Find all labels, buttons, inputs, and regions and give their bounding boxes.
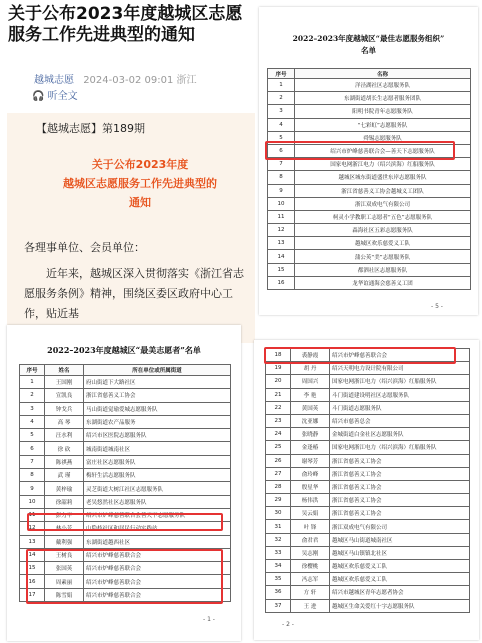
table-cell: 陈祺燕: [45, 455, 84, 468]
table-cell: 浙江省慈善义工协会: [330, 494, 470, 507]
table-cell: 国家电网浙江电力（绍兴滨海）红船服务队: [295, 158, 471, 171]
table-cell: 7: [268, 158, 295, 171]
table-cell: 灵芝街道大树江社区志愿服务队: [84, 482, 231, 495]
table-cell: 蒲公英“美”志愿服务队: [295, 250, 471, 263]
table-cell: 俞君君: [291, 533, 330, 546]
table-cell: 王国刚: [45, 376, 84, 389]
table-cell: 谢琴芳: [291, 454, 330, 467]
page-number: - 1 -: [203, 616, 215, 623]
person-doc-title: 2022–2023年度越城区“最美志愿者”名单: [47, 345, 201, 355]
table-cell: 东湖街道农产品服务: [84, 415, 231, 428]
table-cell: 富庄社区志愿服务队: [84, 455, 231, 468]
table-cell: 马山街道觉瑜爱城志愿服务队: [84, 402, 231, 415]
table-row: [268, 263, 471, 276]
table-cell: 斗门街道志愿服务队: [330, 401, 470, 414]
table-cell: 越城区生命关爱红十字志愿服务队: [330, 599, 470, 612]
table-row: [268, 210, 471, 223]
table-cell: 31: [266, 520, 291, 533]
table-cell: 森海社区五彩志愿服务队: [295, 224, 471, 237]
table-cell: 25: [266, 441, 291, 454]
table-cell: 府山街道下大路社区: [84, 376, 231, 389]
table-cell: 俞玲峰: [291, 467, 330, 480]
table-cell: 钟戈兵: [45, 402, 84, 415]
table-row: [20, 429, 231, 442]
table-row: [266, 560, 470, 573]
table-cell: 34: [266, 560, 291, 573]
table-cell: 绍兴市炉峰慈善联合会: [84, 588, 231, 601]
org-doc-title: 2022–2023年度越城区“最佳志愿服务组织”: [292, 34, 445, 43]
table-cell: 裘静霞: [291, 349, 330, 362]
table-cell: 殷星华: [291, 480, 330, 493]
table-cell: 29: [266, 494, 291, 507]
table-cell: 4: [20, 415, 45, 428]
col-header: 姓名: [45, 365, 84, 376]
table-cell: 15: [20, 562, 45, 575]
table-cell: 冯志军: [291, 573, 330, 586]
table-row: [20, 469, 231, 482]
table-cell: 27: [266, 467, 291, 480]
table-cell: 东湖街道越西社区: [84, 535, 231, 548]
table-row: [266, 375, 470, 388]
table-row: [268, 276, 471, 289]
table-cell: 37: [266, 599, 291, 612]
table-cell: 1: [20, 376, 45, 389]
org-doc-title-2: 名单: [361, 46, 376, 55]
table-row: [266, 441, 470, 454]
highlight-box: [26, 549, 223, 604]
table-cell: 35: [266, 573, 291, 586]
table-cell: 国家电网浙江电力（绍兴滨海）红船服务队: [330, 375, 470, 388]
table-cell: 王树良: [45, 548, 84, 561]
table-cell: 绍兴市区医院志愿服务队: [84, 429, 231, 442]
table-cell: 8: [268, 171, 295, 184]
table-cell: 国家电网浙江电力（绍兴滨海）红船服务队: [330, 441, 470, 454]
table-cell: 21: [266, 388, 291, 401]
table-row: [266, 520, 470, 533]
table-cell: 36: [266, 586, 291, 599]
table-row: [20, 495, 231, 508]
table-cell: 17: [20, 588, 45, 601]
highlight-box: [265, 141, 455, 160]
table-row: [266, 573, 470, 586]
table-cell: 越城区马山街道城南社区: [330, 533, 470, 546]
page-number: - 5 -: [431, 303, 443, 310]
table-cell: 10: [20, 495, 45, 508]
body-paragraph: 近年来，越城区深入贯彻落实《浙江省志愿服务条例》精神，围绕区委区政府中心工作，贴近基: [24, 267, 244, 320]
table-cell: 30: [266, 507, 291, 520]
table-cell: 11: [268, 210, 295, 223]
table-cell: 戴利强: [45, 535, 84, 548]
table-cell: 浙江省慈善义工协会: [84, 389, 231, 402]
table-cell: 胡 丹: [291, 362, 330, 375]
table-row: [268, 250, 471, 263]
table-cell: 浙江省慈善义工协会越城义工团队: [295, 184, 471, 197]
table-cell: 14: [20, 548, 45, 561]
person-list-document-2: [254, 340, 479, 640]
table-cell: 斗门街道建设明社区志愿服务队: [330, 388, 470, 401]
table-row: [266, 428, 470, 441]
table-row: [266, 467, 470, 480]
table-cell: 舜锡志愿服务队: [295, 131, 471, 144]
table-cell: 王 进: [291, 599, 330, 612]
account-name[interactable]: 越城志愿: [34, 75, 74, 86]
table-cell: 绍兴市慈善总会: [330, 414, 470, 427]
table-cell: 5: [20, 429, 45, 442]
table-row: [266, 599, 470, 612]
table-cell: 张晓静: [291, 428, 330, 441]
table-cell: 浙江省慈善义工协会: [330, 454, 470, 467]
table-cell: 越城区城东街道盛世东岸志愿服务队: [295, 171, 471, 184]
table-cell: 黄梓瑜: [45, 482, 84, 495]
table-cell: 都泗社区志愿服务队: [295, 263, 471, 276]
table-cell: 徐樱桃: [291, 560, 330, 573]
org-list-document: [259, 7, 478, 315]
table-cell: 浙江省慈善义工协会: [330, 507, 470, 520]
table-cell: 陈雪娟: [45, 588, 84, 601]
table-cell: 东湖街道胡长生志愿者服务团队: [295, 92, 471, 105]
notice-subtitle: 关于公布2023年度 越城区志愿服务工作先进典型的 通知: [63, 158, 217, 209]
col-header: 所在单位或所属街道: [84, 365, 231, 376]
org-table: [267, 68, 471, 290]
table-cell: 13: [20, 535, 45, 548]
table-row: [268, 197, 471, 210]
table-row: [20, 376, 231, 389]
person-table-2: [265, 348, 470, 613]
table-row: [268, 79, 471, 92]
table-cell: 城南街道城南社区: [84, 442, 231, 455]
table-row: [20, 389, 231, 402]
table-cell: 2: [268, 92, 295, 105]
table-cell: 24: [266, 428, 291, 441]
table-cell: 浙江省慈善义工协会: [330, 480, 470, 493]
table-cell: 彭力平: [45, 508, 84, 521]
table-cell: 山隐枝社区和居民行动实践站: [84, 522, 231, 535]
table-cell: 黄国英: [291, 401, 330, 414]
table-cell: 绍兴市越城区青年志愿者协会: [330, 586, 470, 599]
table-row: [20, 482, 231, 495]
table-row: [20, 442, 231, 455]
page-number: - 2 -: [282, 621, 294, 628]
listen-button[interactable]: [32, 87, 78, 102]
table-cell: 宣凯良: [45, 389, 84, 402]
table-cell: 徐 砍: [45, 442, 84, 455]
table-cell: “七彩虹”志愿服务队: [295, 118, 471, 131]
table-cell: 绍兴天明电力设计院有限公司: [330, 362, 470, 375]
table-cell: 6: [268, 144, 295, 157]
headphones-icon: 🎧: [32, 91, 45, 102]
table-cell: 越城区马山镇镇北社区: [330, 546, 470, 559]
table-cell: 梅轩生活志愿服务队: [84, 469, 231, 482]
table-cell: 5: [268, 131, 295, 144]
table-row: [268, 105, 471, 118]
table-cell: 1: [268, 79, 295, 92]
table-cell: 7: [20, 455, 45, 468]
table-cell: 洋泾湖社区志愿服务队: [295, 79, 471, 92]
table-cell: 柯灵小学教职工志愿者“五色”志愿服务队: [295, 210, 471, 223]
table-row: [266, 586, 470, 599]
table-cell: 16: [268, 276, 295, 289]
table-cell: 浙江双成电气有限公司: [295, 197, 471, 210]
issue-number: 【越城志愿】第189期: [36, 122, 145, 135]
table-cell: 方 轩: [291, 586, 330, 599]
salutation: 各理事单位、会员单位：: [24, 241, 145, 254]
table-cell: 金逢椿: [291, 441, 330, 454]
table-row: [266, 454, 470, 467]
table-cell: 吴志刚: [291, 546, 330, 559]
col-header: 序号: [268, 69, 295, 79]
table-row: [268, 184, 471, 197]
table-cell: 浙江双成电气有限公司: [330, 520, 470, 533]
table-cell: 阳明书院青年志愿服务队: [295, 105, 471, 118]
table-cell: 14: [268, 250, 295, 263]
table-cell: 3: [268, 105, 295, 118]
table-cell: 越城区欢乐慈爱义工队: [330, 573, 470, 586]
publish-location: 浙江: [176, 75, 197, 86]
table-cell: 12: [20, 522, 45, 535]
table-cell: 杨伟洪: [291, 494, 330, 507]
table-cell: 16: [20, 575, 45, 588]
table-cell: 10: [268, 197, 295, 210]
table-cell: 张国英: [45, 562, 84, 575]
highlight-box: [27, 513, 223, 531]
table-cell: 12: [268, 224, 295, 237]
table-cell: 绍兴市炉峰慈善联合会—善天下志愿服务队: [295, 144, 471, 157]
listen-label: 听全文: [47, 91, 78, 102]
table-row: [268, 224, 471, 237]
table-cell: 汪水利: [45, 429, 84, 442]
table-cell: 周素丽: [45, 575, 84, 588]
publish-datetime: 2024-03-02 09:01: [83, 75, 174, 86]
table-cell: 越城区欢乐慈爱义工队: [295, 237, 471, 250]
table-cell: 22: [266, 401, 291, 414]
article-body: [24, 238, 244, 324]
table-cell: 33: [266, 546, 291, 559]
table-cell: 老吴悠然社区志愿服务队: [84, 495, 231, 508]
table-cell: 13: [268, 237, 295, 250]
table-cell: 周国兴: [291, 375, 330, 388]
table-row: [20, 402, 231, 415]
table-cell: 15: [268, 263, 295, 276]
table-cell: 绍兴市炉峰慈善联合会: [330, 349, 470, 362]
table-cell: 徐韶莉: [45, 495, 84, 508]
table-cell: 32: [266, 533, 291, 546]
article-meta: [34, 71, 197, 86]
table-cell: 18: [266, 349, 291, 362]
col-header: 名称: [295, 69, 471, 79]
table-cell: 林小芳: [45, 522, 84, 535]
table-row: [20, 455, 231, 468]
article-title: 关于公布2023年度越城区志愿服务工作先进典型的通知: [8, 4, 243, 45]
table-row: [266, 414, 470, 427]
table-row: [268, 118, 471, 131]
table-cell: 6: [20, 442, 45, 455]
table-row: [266, 494, 470, 507]
table-cell: 3: [20, 402, 45, 415]
table-cell: 武 瑾: [45, 469, 84, 482]
table-cell: 9: [268, 184, 295, 197]
table-row: [268, 92, 471, 105]
table-cell: 8: [20, 469, 45, 482]
table-cell: 28: [266, 480, 291, 493]
table-cell: 叶 锋: [291, 520, 330, 533]
table-cell: 浙江省慈善义工协会: [330, 467, 470, 480]
table-cell: 绍兴市炉峰慈善联合会善天下志愿服务队: [84, 508, 231, 521]
table-cell: 吴云娟: [291, 507, 330, 520]
table-row: [266, 533, 470, 546]
table-cell: 绍兴市炉峰慈善联合会: [84, 548, 231, 561]
table-cell: 26: [266, 454, 291, 467]
table-cell: 绍兴市炉峰慈善联合会: [84, 562, 231, 575]
table-cell: 绍兴市炉峰慈善联合会: [84, 575, 231, 588]
table-row: [266, 388, 470, 401]
table-row: [266, 546, 470, 559]
table-cell: 11: [20, 508, 45, 521]
table-cell: 19: [266, 362, 291, 375]
highlight-box: [264, 347, 456, 364]
table-cell: 20: [266, 375, 291, 388]
table-cell: 高 琴: [45, 415, 84, 428]
table-cell: 金城街道白金社区志愿服务队: [330, 428, 470, 441]
table-row: [268, 237, 471, 250]
col-header: 序号: [20, 365, 45, 376]
table-row: [20, 535, 231, 548]
table-cell: 李 艳: [291, 388, 330, 401]
table-row: [266, 480, 470, 493]
table-cell: 越城区欢乐慈爱义工队: [330, 560, 470, 573]
table-row: [268, 171, 471, 184]
table-cell: 龙华谊通海会慈善义工团: [295, 276, 471, 289]
table-row: [20, 415, 231, 428]
table-cell: 4: [268, 118, 295, 131]
table-cell: 9: [20, 482, 45, 495]
table-cell: 2: [20, 389, 45, 402]
table-cell: 沈亚娜: [291, 414, 330, 427]
table-row: [266, 507, 470, 520]
table-row: [266, 401, 470, 414]
table-cell: 23: [266, 414, 291, 427]
